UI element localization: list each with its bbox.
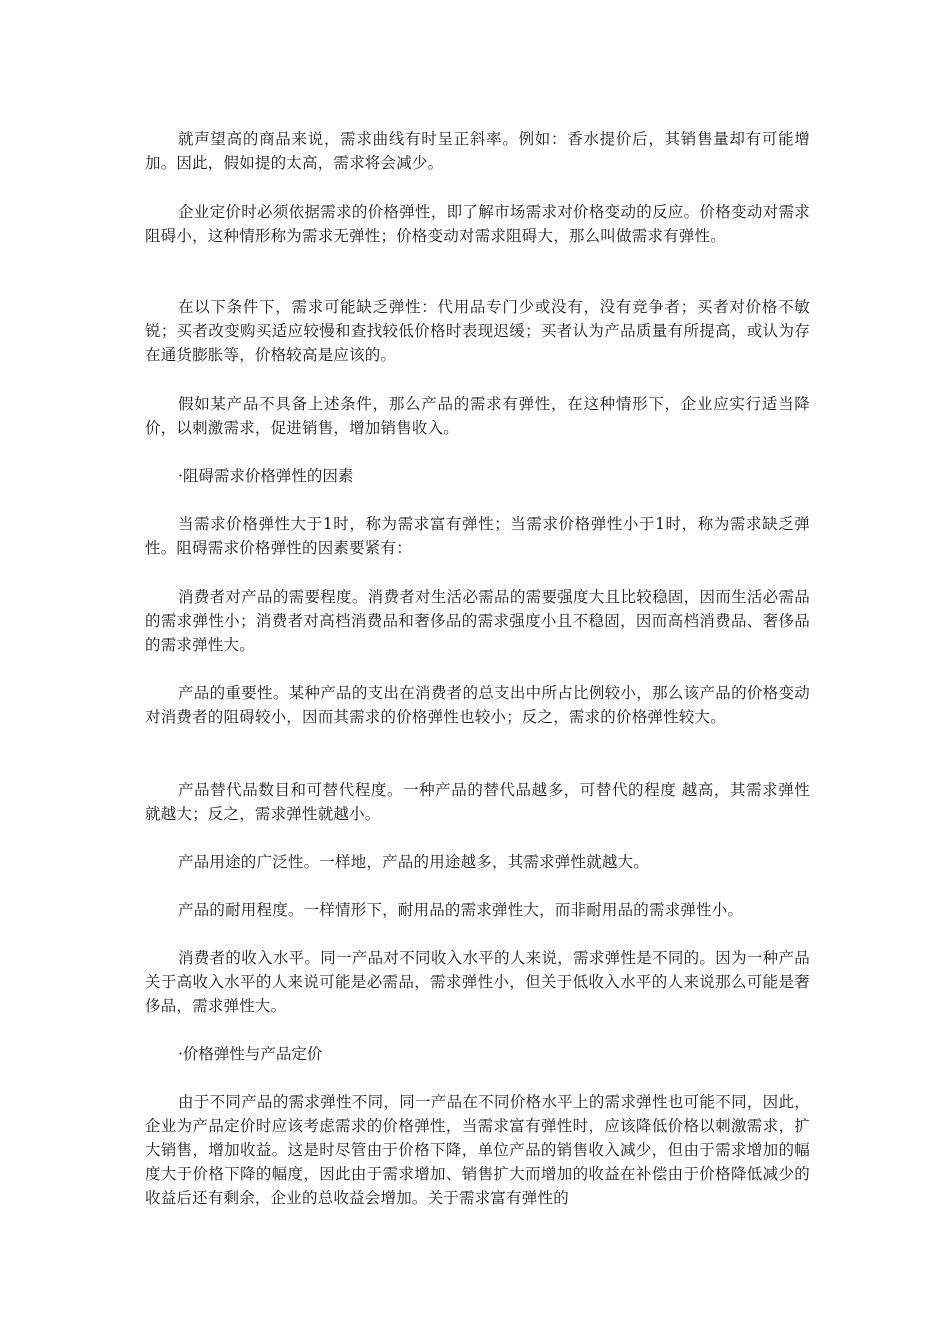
paragraph-durability: 产品的耐用程度。一样情形下，耐用品的需求弹性大，而非耐用品的需求弹性小。 [178, 901, 744, 919]
section-heading-elasticity-factors: ·阻碍需求价格弹性的因素 [178, 467, 354, 485]
paragraph-consumer-need: 消费者对产品的需要程度。消费者对生活必需品的需要强度大且比较稳固，因而生活必需品的需求弹性小；消费者对高档消费品和奢侈品的需求强度小且不稳固，因而高档消费品、奢侈品的需求弹性大。 [145, 588, 810, 654]
paragraph-product-uses: 产品用途的广泛性。一样地，产品的用途越多，其需求弹性就越大。 [178, 853, 650, 871]
section-heading-elasticity-pricing: ·价格弹性与产品定价 [178, 1045, 323, 1063]
paragraph-income-level: 消费者的收入水平。同一产品对不同收入水平的人来说，需求弹性是不同的。因为一种产品关于高收入水平的人来说可能是必需品，需求弹性小，但关于低收入水平的人来说那么可能是奢侈品，需求弹性大。 [145, 949, 810, 1015]
paragraph-prestige-goods: 就声望高的商品来说，需求曲线有时呈正斜率。例如：香水提价后，其销售量却有可能增加。因此，假如提的太高，需求将会减少。 [145, 130, 810, 172]
paragraph-inelastic-conditions: 在以下条件下，需求可能缺乏弹性：代用品专门少或没有，没有竞争者；买者对价格不敏锐；买者改变购买适应较慢和查找较低价格时表现迟缓；买者认为产品质量有所提高，或认为存在通货膨胀等，价格较高是应该的。 [145, 298, 810, 364]
paragraph-price-elasticity-definition: 企业定价时必须依据需求的价格弹性，即了解市场需求对价格变动的反应。价格变动对需求阻碍小，这种情形称为需求无弹性；价格变动对需求阻碍大，那么叫做需求有弹性。 [145, 203, 810, 245]
paragraph-elasticity-threshold: 当需求价格弹性大于1时，称为需求富有弹性；当需求价格弹性小于1时，称为需求缺乏弹性。阻碍需求价格弹性的因素要紧有： [145, 515, 810, 557]
paragraph-product-importance: 产品的重要性。某种产品的支出在消费者的总支出中所占比例较小，那么该产品的价格变动对消费者的阻碍较小，因而其需求的价格弹性也较小；反之，需求的价格弹性较大。 [145, 684, 810, 726]
paragraph-pricing-strategy: 由于不同产品的需求弹性不同，同一产品在不同价格水平上的需求弹性也可能不同，因此，企业为产品定价时应该考虑需求的价格弹性，当需求富有弹性时，应该降低价格以刺激需求，扩大销售，增加收益。这是时尽管由于价格下降，单位产品的销售收入减少，但由于需求增加的幅度大于价格下降的幅度，因此由于需求增加、销售扩大而增加的收益在补偿由于价格降低减少的收益后还有剩余，企业的总收益会增加。关于需求富有弹性的 [145, 1093, 810, 1207]
paragraph-elastic-case: 假如某产品不具备上述条件，那么产品的需求有弹性，在这种情形下，企业应实行适当降价，以刺激需求，促进销售，增加销售收入。 [145, 395, 810, 437]
paragraph-substitutes: 产品替代品数目和可替代程度。一种产品的替代品越多，可替代的程度 越高，其需求弹性就越大；反之，需求弹性就越小。 [145, 781, 810, 823]
